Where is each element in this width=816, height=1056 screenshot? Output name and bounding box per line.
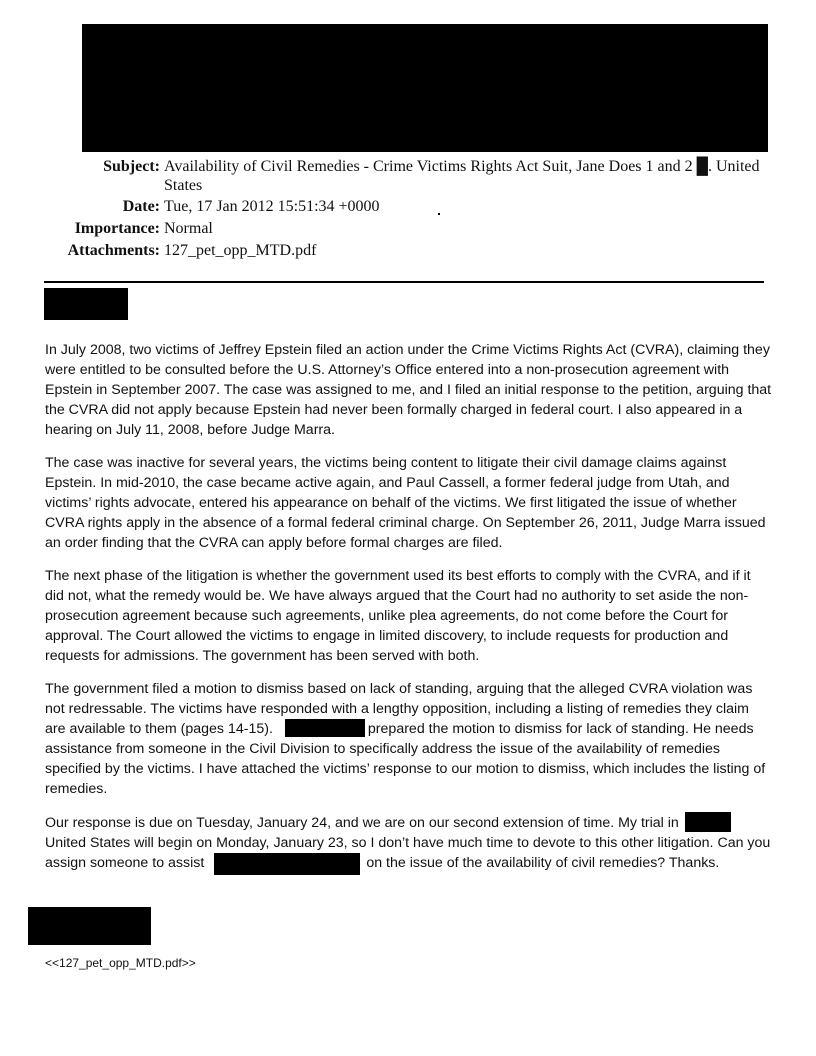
body-paragraph-4 (45, 679, 773, 799)
importance-value: Normal (164, 220, 213, 237)
body-paragraph-3: The next phase of the litigation is whether the government used its best efforts to comply with the CVRA, and if it did not, what the remedy would be. We have always argued that the Court had no authority to set aside the non-prosecution agreement because such agreements, unlike plea agreements, do not come before the Court for approval. The Court allowed the victims to engage in limited discovery, to include requests for production and requests for admissions. The government has been served with both. (45, 568, 751, 664)
email-body (45, 340, 773, 888)
header-divider (44, 281, 764, 283)
body-paragraph-5-part-b: United States will begin on Monday, January 23, so I don’t have much time to devote to this other litigation. Can you assign someone to assist (45, 835, 771, 871)
attachments-row (40, 241, 770, 261)
subject-row (40, 157, 770, 197)
redaction-inline-name-2 (214, 853, 360, 875)
stray-dot (438, 213, 440, 215)
date-label: Date: (122, 198, 160, 215)
subject-value: Availability of Civil Remedies - Crime Victims Rights Act Suit, Jane Does 1 and 2 █. United States (164, 158, 760, 194)
attachments-label: Attachments: (67, 242, 160, 259)
attachments-value[interactable]: 127_pet_opp_MTD.pdf (164, 242, 317, 259)
body-paragraph-4-part-b: prepared the motion to dismiss for lack of standing. He needs assistance from someone in the Civil Division to specifically address the issue of the availability of remedies specified by the victims. I have attached the victims’ response to our motion to dismiss, which includes the listing of remedies. (45, 721, 766, 797)
body-paragraph-5 (45, 812, 773, 875)
redaction-salutation (44, 288, 128, 320)
body-paragraph-2: The case was inactive for several years, the victims being content to litigate their civil damage claims against Epstein. In mid-2010, the case became active again, and Paul Cassell, a former federal judge from Utah, and victims’ rights advocate, entered his appearance on behalf of the victims. We first litigated the issue of whether CVRA rights apply in the absence of a formal federal criminal charge. On September 26, 2011, Judge Marra issued an order finding that the CVRA can apply before formal charges are filed. (45, 455, 766, 551)
body-paragraph-1: In July 2008, two victims of Jeffrey Epstein filed an action under the Crime Victims Rights Act (CVRA), claiming they were entitled to be consulted before the U.S. Attorney’s Office entered into a non-prosecution agreement with Epstein in September 2007. The case was assigned to me, and I filed an initial response to the petition, arguing that the CVRA did not apply because Epstein had never been formally charged in federal court. I also appeared in a hearing on July 11, 2008, before Judge Marra. (45, 342, 772, 438)
redaction-signature (28, 907, 151, 945)
redaction-inline-name-1 (285, 719, 365, 737)
body-paragraph-5-part-a: Our response is due on Tuesday, January 24, and we are on our second extension of time. My trial in (45, 815, 679, 831)
date-value: Tue, 17 Jan 2012 15:51:34 +0000 (164, 198, 380, 215)
body-paragraph-4-part-a: The government filed a motion to dismiss based on lack of standing, arguing that the alleged CVRA violation was not redressable. The victims have responded with a lengthy opposition, including a listing of remedies they claim are available to them (pages 14-15). (45, 681, 753, 737)
importance-row (40, 219, 770, 239)
date-row (40, 197, 770, 217)
importance-label: Importance: (74, 220, 160, 237)
redaction-header-block (82, 24, 768, 152)
subject-label: Subject: (103, 158, 160, 175)
attachment-reference[interactable]: <<127_pet_opp_MTD.pdf>> (45, 956, 196, 970)
body-paragraph-5-part-c: on the issue of the availability of civil remedies? Thanks. (366, 855, 720, 871)
redaction-inline-case (685, 812, 731, 832)
